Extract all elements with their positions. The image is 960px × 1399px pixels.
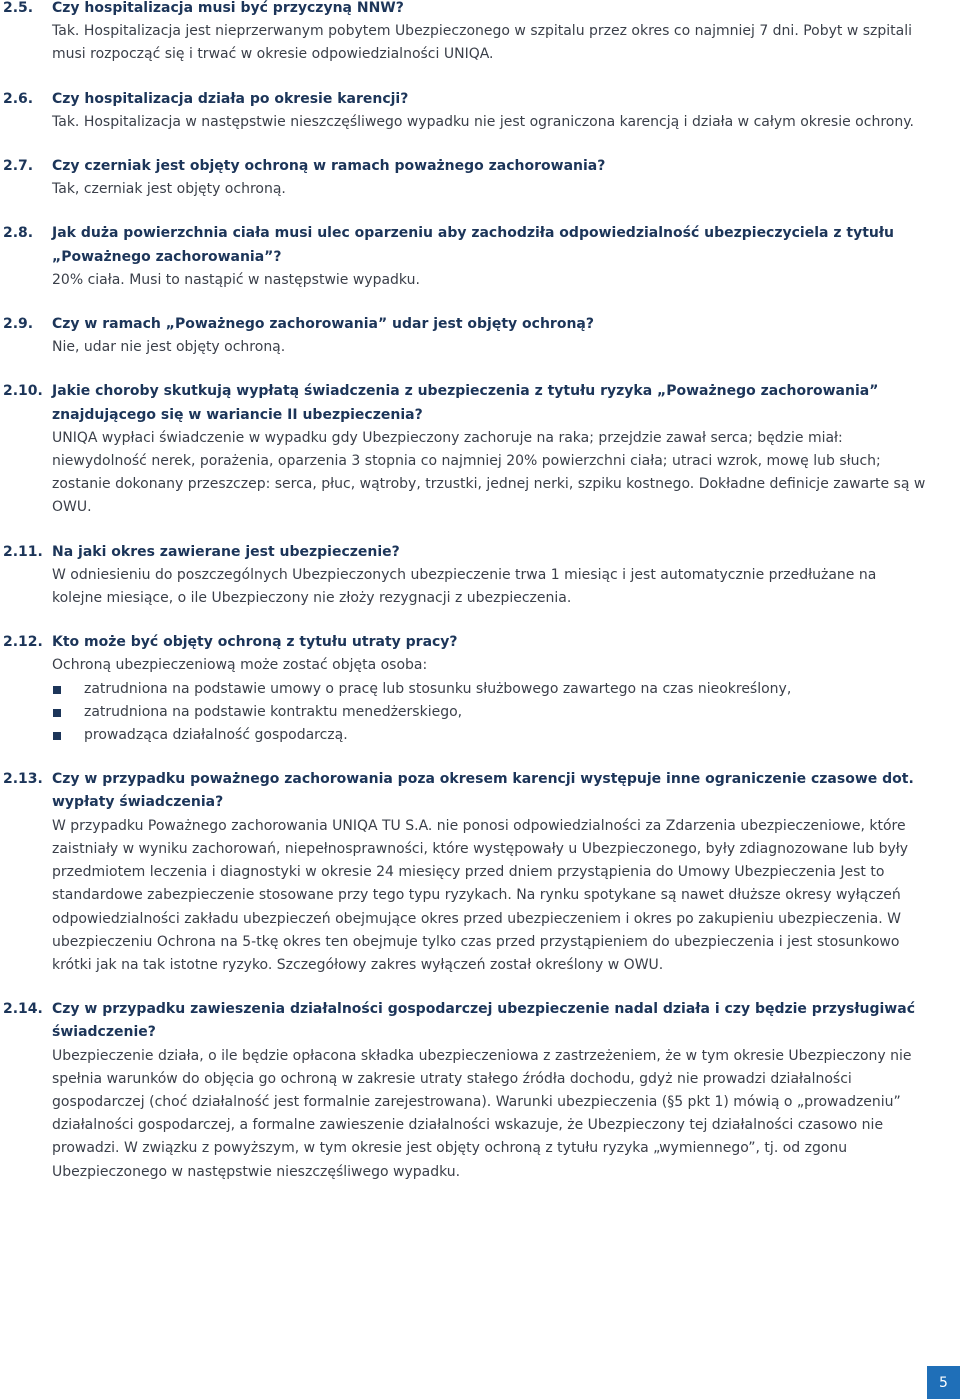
faq-section-2-11 (0, 541, 930, 611)
list-item-text: zatrudniona na podstawie umowy o pracę lub stosunku służbowego zawartego na czas nieokreślony, (84, 680, 792, 697)
section-number: 2.13. (3, 771, 43, 788)
list-item-text: zatrudniona na podstawie kontraktu menedżerskiego, (84, 703, 463, 720)
question: Czy w przypadku poważnego zachorowania poza okresem karencji występuje inne ograniczenie czasowe dot. wypłaty świadczenia? (52, 771, 914, 811)
square-bullet-icon (53, 709, 61, 717)
list-item (52, 701, 930, 724)
faq-section-2-7 (0, 155, 930, 201)
faq-section-2-14 (0, 998, 930, 1184)
faq-section-2-6 (0, 88, 930, 134)
section-number: 2.9. (3, 316, 34, 333)
question: Jak duża powierzchnia ciała musi ulec oparzeniu aby zachodziła odpowiedzialność ubezpieczyciela z tytułu „Poważnego zachorowania”? (52, 225, 895, 265)
answer: Ochroną ubezpieczeniową może zostać objęta osoba: (52, 657, 428, 674)
answer: W odniesieniu do poszczególnych Ubezpieczonych ubezpieczenie trwa 1 miesiąc i jest automatycznie przedłużane na kolejne miesiące, o ile Ubezpieczony nie złoży rezygnacji z ubezpieczenia. (52, 566, 877, 607)
question: Czy w przypadku zawieszenia działalności gospodarczej ubezpieczenie nadal działa i czy będzie przysługiwać świadczenie? (52, 1001, 915, 1041)
question: Kto może być objęty ochroną z tytułu utraty pracy? (52, 634, 458, 651)
answer: Tak, czerniak jest objęty ochroną. (52, 181, 286, 198)
faq-section-2-10 (0, 380, 930, 519)
answer: Tak. Hospitalizacja jest nieprzerwanym pobytem Ubezpieczonego w szpitalu przez okres co najmniej 7 dni. Pobyt w szpitali musi rozpocząć się i trwać w okresie odpowiedzialności UNIQA. (52, 23, 913, 63)
answer: Ubezpieczenie działa, o ile będzie opłacona składka ubezpieczeniowa z zastrzeżeniem, że w tym okresie Ubezpieczony nie spełnia warunków do objęcia go ochroną w zakresie utraty stałego źródła dochodu, gdyż nie prowadzi działalności gospodarczej (choć działalność jest formalnie zarejestrowana). Warunki ubezpieczenia (§5 pkt 1) mówią o „prowadzeniu” działalności gospodarczej, a formalne zawieszenie działalności wskazuje, że Ubezpieczony tej działalności czasowo nie prowadzi. W związku z powyższym, w tym okresie jest objęty ochroną z tytułu ryzyka „wymiennego”, tj. od zgonu Ubezpieczonego w następstwie nieszczęśliwego wypadku. (52, 1047, 912, 1180)
question: Czy hospitalizacja musi być przyczyną NNW? (52, 0, 404, 16)
page-number: 5 (927, 1366, 960, 1399)
faq-section-2-13 (0, 768, 930, 977)
answer: W przypadku Poważnego zachorowania UNIQA TU S.A. nie ponosi odpowiedzialności za Zdarzenia ubezpieczeniowe, które zaistniały w wyniku zachorowań, niepełnosprawności, które występowały u Ubezpieczonego, były zdiagnozowane lub były przedmiotem leczenia i diagnostyki w okresie 24 miesięcy przed dniem przystąpienia do Umowy Ubezpieczenia Jest to standardowe zabezpieczenie stosowane przy tego typu ryzykach. Na rynku spotykane są nawet dłuższe okresy wyłączeń odpowiedzialności zakładu ubezpieczeń obejmujące okres przed ubezpieczeniem i okres po zakupieniu ubezpieczenia. W ubezpieczeniu Ochrona na 5-tkę okres ten obejmuje tylko czas przed przystąpieniem do ubezpieczenia i jest stosunkowo krótki jak na tak istotne ryzyko. Szczegółowy zakres wyłączeń został określony w OWU. (52, 817, 909, 973)
square-bullet-icon (53, 686, 61, 694)
question: Czy czerniak jest objęty ochroną w ramach poważnego zachorowania? (52, 158, 606, 175)
list-item (52, 678, 930, 701)
section-number: 2.10. (3, 383, 43, 400)
answer: Nie, udar nie jest objęty ochroną. (52, 339, 286, 356)
question: Czy w ramach „Poważnego zachorowania” udar jest objęty ochroną? (52, 316, 594, 333)
section-number: 2.14. (3, 1001, 43, 1018)
bullet-list (52, 678, 930, 748)
faq-section-2-5 (0, 0, 930, 67)
section-number: 2.6. (3, 90, 34, 107)
section-number: 2.8. (3, 225, 34, 242)
faq-section-2-12 (0, 631, 930, 747)
question: Na jaki okres zawierane jest ubezpieczenie? (52, 543, 400, 560)
section-number: 2.11. (3, 543, 43, 560)
question: Jakie choroby skutkują wypłatą świadczenia z ubezpieczenia z tytułu ryzyka „Poważnego zachorowania” znajdującego się w wariancie II ubezpieczenia? (52, 383, 879, 423)
faq-section-2-8 (0, 222, 930, 292)
list-item-text: prowadząca działalność gospodarczą. (84, 727, 348, 744)
answer: Tak. Hospitalizacja w następstwie nieszczęśliwego wypadku nie jest ograniczona karencją i działa w całym okresie ochrony. (52, 113, 914, 130)
square-bullet-icon (53, 732, 61, 740)
answer: UNIQA wypłaci świadczenie w wypadku gdy Ubezpieczony zachoruje na raka; przejdzie zawał serca; będzie miał: niewydolność nerek, porażenia, oparzenia 3 stopnia co najmniej 20% powierzchni ciała; utraci wzrok, mowę lub słuch; zostanie dokonany przeszczep: serca, płuc, wątroby, trzustki, jednej nerki, szpiku kostnego. Dokładne definicje zawarte są w OWU. (52, 429, 926, 516)
faq-section-2-9 (0, 313, 930, 359)
list-item (52, 724, 930, 747)
question: Czy hospitalizacja działa po okresie karencji? (52, 90, 409, 107)
answer: 20% ciała. Musi to nastąpić w następstwie wypadku. (52, 271, 420, 288)
section-number: 2.5. (3, 0, 34, 16)
section-number: 2.7. (3, 158, 34, 175)
section-number: 2.12. (3, 634, 43, 651)
